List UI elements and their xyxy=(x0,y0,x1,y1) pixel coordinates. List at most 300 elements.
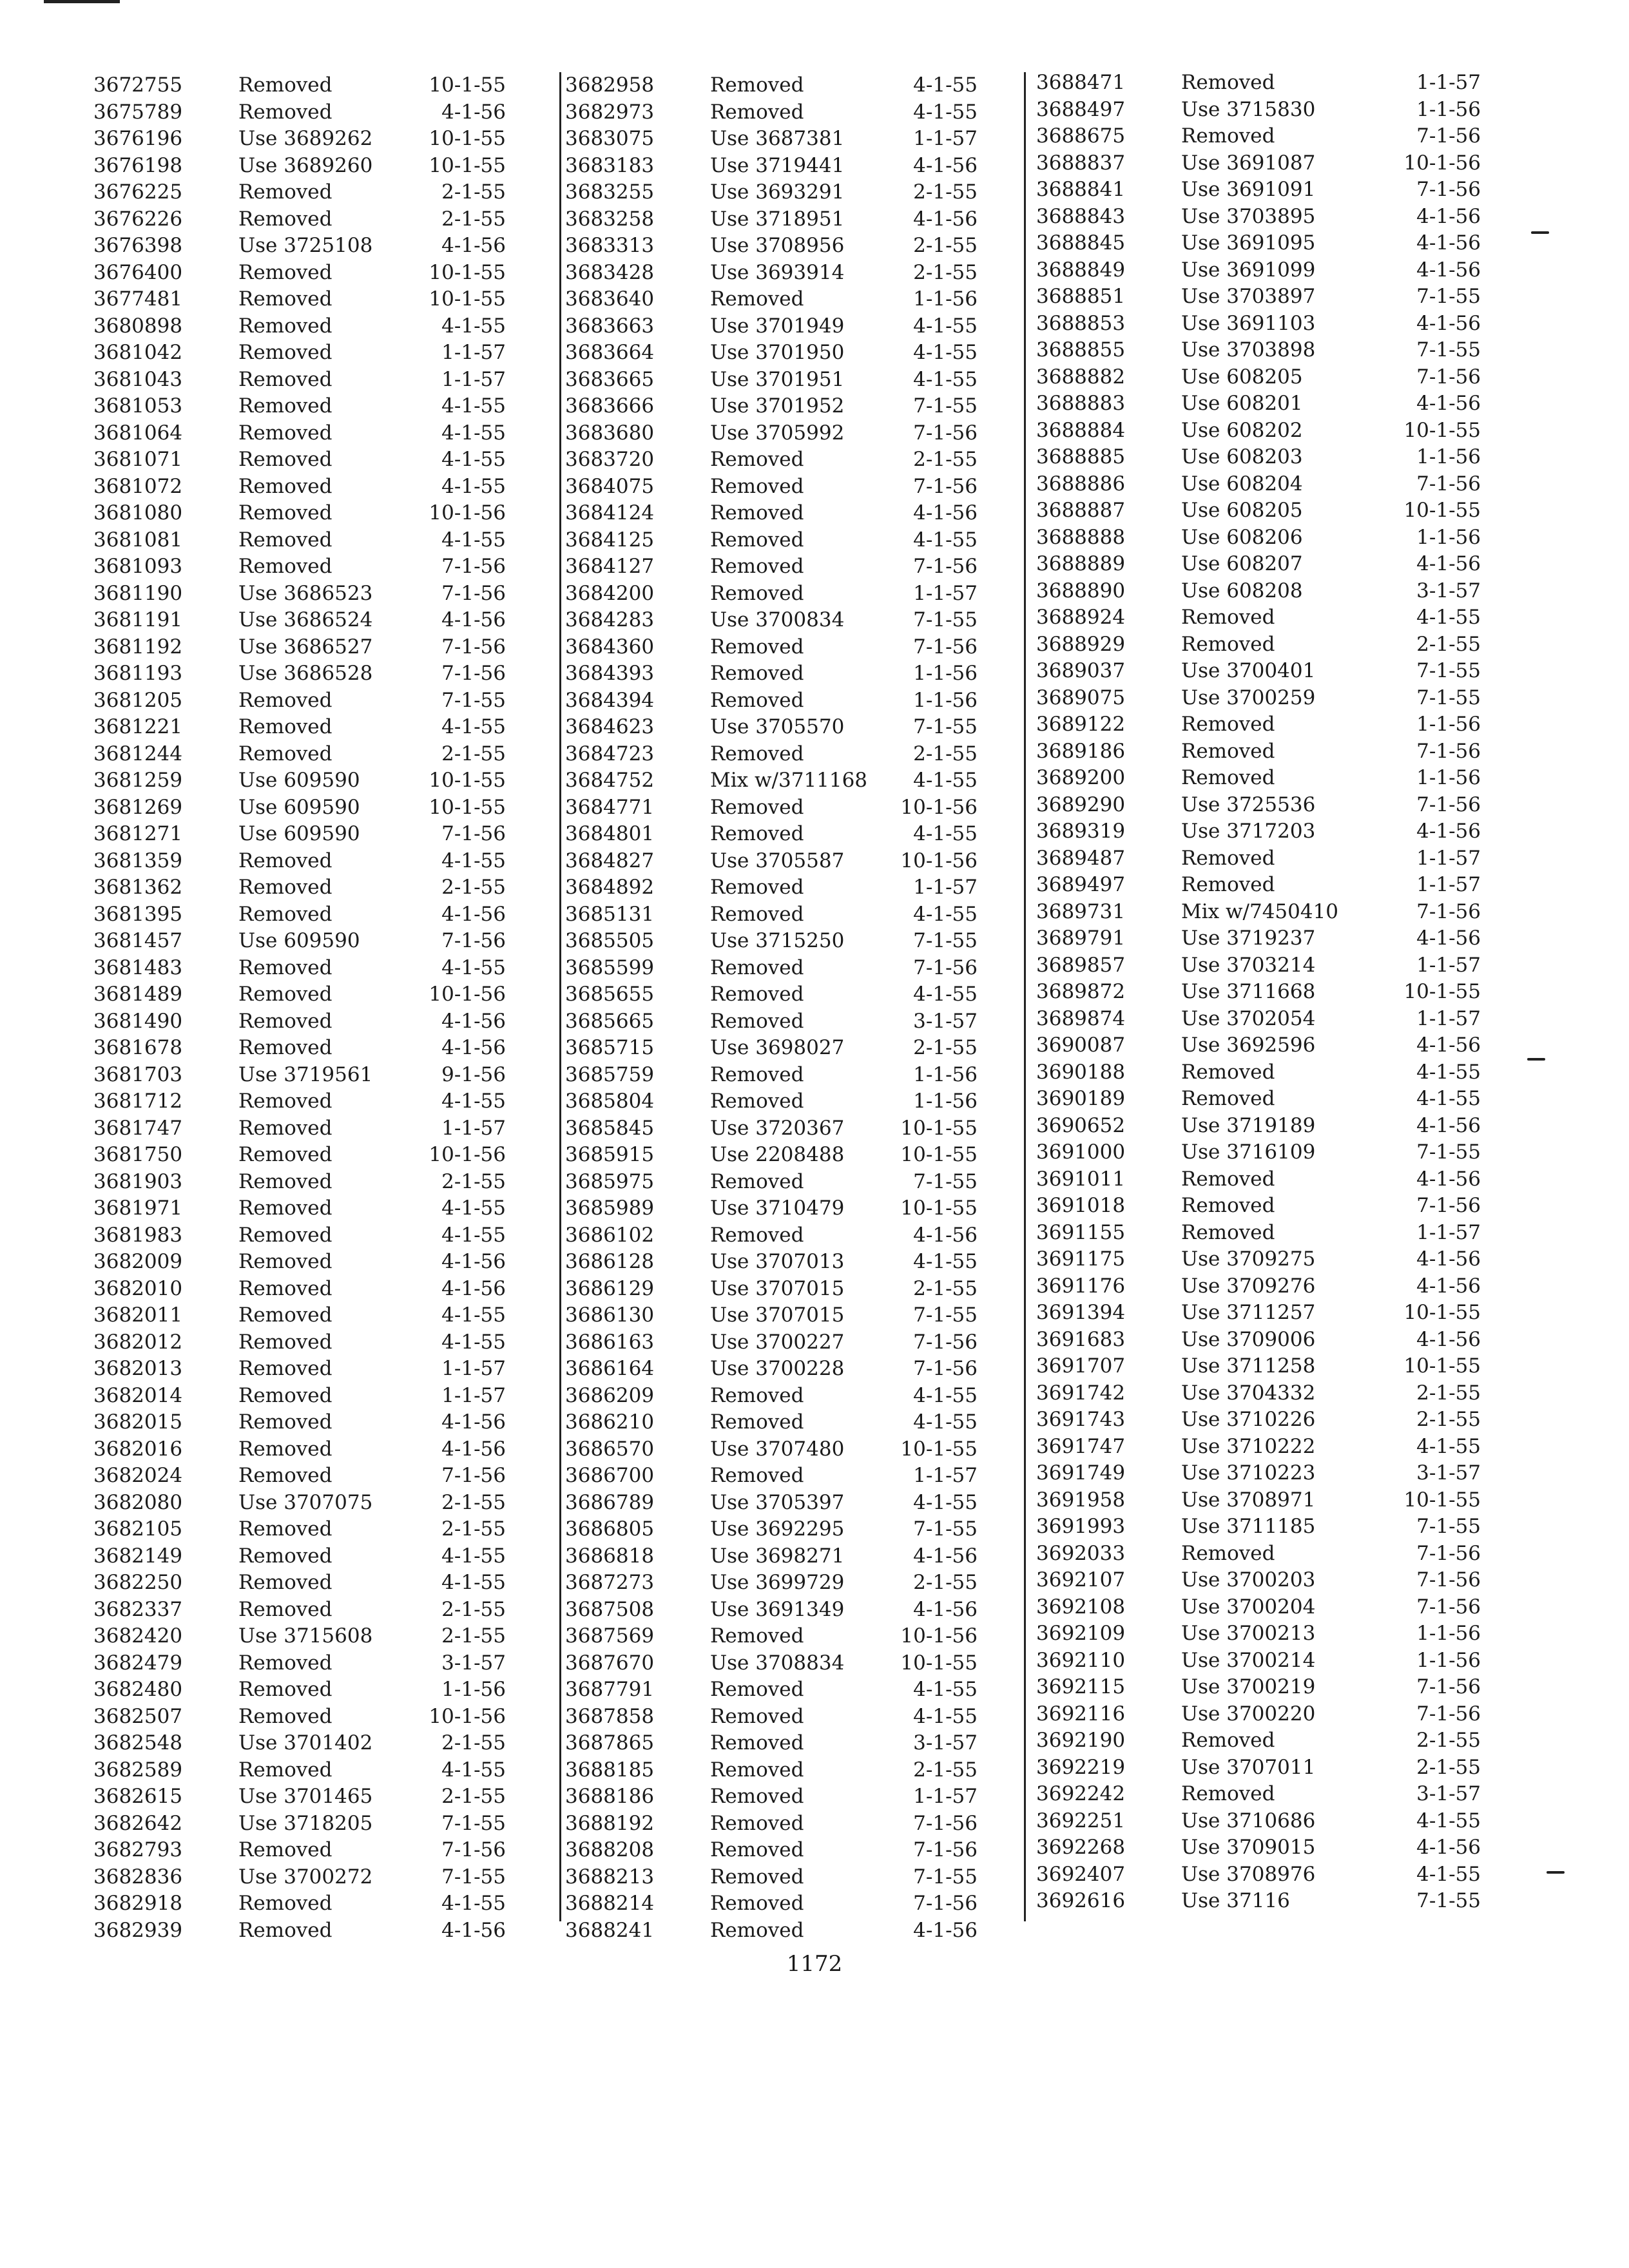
part-status: Use 3707011 xyxy=(1181,1755,1316,1779)
part-status: Removed xyxy=(1181,766,1275,789)
part-number: 3687670 xyxy=(565,1651,655,1675)
effective-date: 4-1-55 xyxy=(1416,1060,1481,1084)
list-row xyxy=(565,286,1016,313)
part-number: 3681712 xyxy=(93,1090,183,1113)
list-row xyxy=(1036,925,1487,952)
effective-date: 2-1-55 xyxy=(441,1169,506,1193)
list-row xyxy=(565,1062,1016,1089)
part-status: Use 3703895 xyxy=(1181,204,1316,228)
effective-date: 7-1-56 xyxy=(1416,124,1481,148)
part-number: 3683720 xyxy=(565,448,655,471)
list-row xyxy=(1036,1514,1487,1541)
part-number: 3692219 xyxy=(1036,1755,1126,1779)
part-number: 3689857 xyxy=(1036,953,1126,977)
part-number: 3688929 xyxy=(1036,632,1126,656)
effective-date: 4-1-56 xyxy=(1416,820,1481,843)
effective-date: 2-1-55 xyxy=(441,876,506,899)
list-row xyxy=(93,660,545,687)
part-number: 3691011 xyxy=(1036,1167,1126,1191)
part-number: 3683663 xyxy=(565,314,655,338)
part-number: 3682014 xyxy=(93,1383,183,1407)
part-status: Removed xyxy=(238,207,333,231)
effective-date: 7-1-55 xyxy=(913,608,978,631)
list-row xyxy=(93,1142,545,1169)
part-number: 3682642 xyxy=(93,1811,183,1835)
part-status: Use 3698027 xyxy=(710,1036,845,1059)
effective-date: 3-1-57 xyxy=(1416,1782,1481,1805)
list-row xyxy=(565,206,1016,233)
part-number: 3682548 xyxy=(93,1731,183,1754)
list-row xyxy=(1036,1648,1487,1675)
effective-date: 7-1-55 xyxy=(1416,1515,1481,1538)
list-row xyxy=(93,286,545,313)
list-row xyxy=(93,848,545,875)
part-number: 3691176 xyxy=(1036,1274,1126,1298)
list-row xyxy=(93,1463,545,1490)
list-row xyxy=(565,1276,1016,1303)
part-status: Use 3725108 xyxy=(238,234,373,257)
part-number: 3684360 xyxy=(565,635,655,658)
list-row xyxy=(1036,1032,1487,1059)
part-number: 3685599 xyxy=(565,956,655,979)
part-number: 3691743 xyxy=(1036,1408,1126,1431)
effective-date: 10-1-55 xyxy=(1403,499,1481,522)
part-number: 3692115 xyxy=(1036,1675,1126,1698)
effective-date: 2-1-55 xyxy=(913,180,978,204)
part-number: 3681259 xyxy=(93,769,183,792)
effective-date: 4-1-55 xyxy=(913,528,978,552)
part-number: 3686818 xyxy=(565,1544,655,1568)
effective-date: 7-1-56 xyxy=(913,1811,978,1835)
list-row xyxy=(93,1409,545,1436)
effective-date: 1-1-56 xyxy=(441,1678,506,1701)
list-row xyxy=(565,1115,1016,1142)
part-status: Use 3707015 xyxy=(710,1303,845,1327)
part-number: 3681221 xyxy=(93,715,183,738)
part-number: 3684801 xyxy=(565,822,655,845)
effective-date: 10-1-55 xyxy=(1403,1354,1481,1378)
effective-date: 1-1-57 xyxy=(1416,1220,1481,1244)
list-row xyxy=(93,1088,545,1115)
list-row xyxy=(565,1650,1016,1677)
part-number: 3686805 xyxy=(565,1517,655,1541)
part-number: 3689872 xyxy=(1036,980,1126,1003)
list-row xyxy=(565,1222,1016,1249)
part-number: 3691747 xyxy=(1036,1434,1126,1458)
effective-date: 7-1-56 xyxy=(1416,472,1481,495)
list-row xyxy=(565,1302,1016,1329)
effective-date: 7-1-56 xyxy=(1416,1541,1481,1565)
effective-date: 7-1-56 xyxy=(441,555,506,578)
effective-date: 1-1-57 xyxy=(441,1383,506,1407)
effective-date: 4-1-56 xyxy=(1416,392,1481,415)
part-status: Use 3708971 xyxy=(1181,1488,1316,1512)
list-row xyxy=(93,1597,545,1624)
list-row xyxy=(565,581,1016,608)
list-row xyxy=(93,1757,545,1784)
effective-date: 2-1-55 xyxy=(913,448,978,471)
effective-date: 4-1-55 xyxy=(441,394,506,418)
list-row xyxy=(1036,1380,1487,1407)
list-row xyxy=(1036,604,1487,631)
part-number: 3692107 xyxy=(1036,1568,1126,1591)
part-status: Removed xyxy=(238,849,333,872)
list-row xyxy=(1036,1434,1487,1461)
list-row xyxy=(93,928,545,955)
effective-date: 7-1-56 xyxy=(913,1892,978,1915)
effective-date: 1-1-57 xyxy=(441,341,506,364)
list-row xyxy=(565,72,1016,99)
effective-date: 4-1-55 xyxy=(913,983,978,1006)
part-status: Removed xyxy=(1181,873,1275,896)
effective-date: 4-1-56 xyxy=(1416,1327,1481,1351)
part-number: 3681080 xyxy=(93,501,183,524)
part-number: 3682615 xyxy=(93,1785,183,1808)
list-row xyxy=(1036,1193,1487,1220)
effective-date: 4-1-55 xyxy=(1416,1862,1481,1886)
effective-date: 4-1-56 xyxy=(441,1276,506,1300)
part-number: 3689497 xyxy=(1036,873,1126,896)
effective-date: 4-1-56 xyxy=(441,608,506,631)
part-number: 3689731 xyxy=(1036,899,1126,923)
part-number: 3686209 xyxy=(565,1383,655,1407)
effective-date: 4-1-55 xyxy=(441,314,506,338)
part-number: 3681071 xyxy=(93,448,183,471)
part-status: Removed xyxy=(710,73,804,97)
part-number: 3688885 xyxy=(1036,445,1126,468)
effective-date: 10-1-56 xyxy=(900,795,978,819)
part-status: Removed xyxy=(238,1838,333,1861)
part-status: Use 608205 xyxy=(1181,499,1303,522)
effective-date: 4-1-56 xyxy=(441,1410,506,1434)
part-status: Use 3692295 xyxy=(710,1517,845,1541)
effective-date: 4-1-55 xyxy=(913,314,978,338)
column-divider xyxy=(559,72,561,1921)
part-status: Removed xyxy=(710,287,804,311)
part-status: Use 2208488 xyxy=(710,1143,845,1166)
part-number: 3688851 xyxy=(1036,285,1126,308)
effective-date: 7-1-56 xyxy=(1416,1194,1481,1217)
list-row xyxy=(565,367,1016,394)
list-row xyxy=(1036,1620,1487,1648)
list-row xyxy=(93,874,545,901)
effective-date: 4-1-55 xyxy=(913,1250,978,1273)
list-row xyxy=(93,340,545,367)
part-number: 3691742 xyxy=(1036,1381,1126,1405)
part-status: Removed xyxy=(238,1597,333,1621)
part-status: Use 3708834 xyxy=(710,1651,845,1675)
list-row xyxy=(1036,1861,1487,1888)
effective-date: 2-1-55 xyxy=(1416,1408,1481,1431)
part-status: Use 3710222 xyxy=(1181,1434,1316,1458)
effective-date: 4-1-56 xyxy=(441,1009,506,1033)
effective-date: 1-1-57 xyxy=(1416,873,1481,896)
part-number: 3685715 xyxy=(565,1036,655,1059)
effective-date: 4-1-55 xyxy=(441,1758,506,1782)
part-status: Use 3691099 xyxy=(1181,258,1316,282)
list-row xyxy=(93,553,545,581)
list-row xyxy=(93,1490,545,1517)
list-row xyxy=(565,1142,1016,1169)
part-status: Removed xyxy=(238,1892,333,1915)
list-row xyxy=(565,1463,1016,1490)
list-row xyxy=(1036,1834,1487,1861)
part-number: 3681457 xyxy=(93,929,183,952)
part-status: Removed xyxy=(1181,1060,1275,1084)
list-row xyxy=(1036,1674,1487,1701)
part-status: Use 3709006 xyxy=(1181,1327,1316,1351)
effective-date: 1-1-57 xyxy=(913,876,978,899)
part-status: Use 3704332 xyxy=(1181,1381,1316,1405)
list-row xyxy=(565,1329,1016,1356)
effective-date: 7-1-56 xyxy=(1416,1595,1481,1619)
effective-date: 2-1-55 xyxy=(441,1490,506,1514)
effective-date: 10-1-56 xyxy=(429,1143,506,1166)
part-status: Removed xyxy=(710,1758,804,1782)
list-row xyxy=(1036,390,1487,418)
part-status: Use 3707015 xyxy=(710,1276,845,1300)
list-row xyxy=(93,821,545,848)
part-number: 3684124 xyxy=(565,501,655,524)
effective-date: 1-1-57 xyxy=(913,1464,978,1487)
effective-date: 2-1-55 xyxy=(441,207,506,231)
part-number: 3682793 xyxy=(93,1838,183,1861)
effective-date: 1-1-57 xyxy=(441,367,506,391)
part-number: 3681362 xyxy=(93,876,183,899)
part-status: Use 3707075 xyxy=(238,1490,373,1514)
effective-date: 1-1-57 xyxy=(1416,953,1481,977)
part-status: Removed xyxy=(710,662,804,685)
part-status: Removed xyxy=(710,1009,804,1033)
part-status: Use 3705992 xyxy=(710,421,845,445)
part-status: Use 3720367 xyxy=(710,1116,845,1140)
list-row xyxy=(1036,497,1487,524)
part-status: Removed xyxy=(238,1116,333,1140)
list-row xyxy=(565,1088,1016,1115)
part-number: 3682250 xyxy=(93,1571,183,1594)
part-status: Removed xyxy=(710,1785,804,1808)
part-number: 3682149 xyxy=(93,1544,183,1568)
list-row xyxy=(565,848,1016,875)
list-row xyxy=(93,634,545,661)
part-status: Use 3711258 xyxy=(1181,1354,1316,1378)
part-number: 3683680 xyxy=(565,421,655,445)
part-status: Use 3702054 xyxy=(1181,1006,1316,1030)
part-status: Removed xyxy=(238,1918,333,1942)
part-status: Use 3700259 xyxy=(1181,686,1316,709)
part-number: 3685665 xyxy=(565,1009,655,1033)
effective-date: 4-1-55 xyxy=(913,1410,978,1434)
effective-date: 4-1-55 xyxy=(913,73,978,97)
effective-date: 9-1-56 xyxy=(441,1062,506,1086)
margin-dash-mark xyxy=(1547,1871,1565,1874)
part-number: 3681750 xyxy=(93,1143,183,1166)
part-status: Use 3711185 xyxy=(1181,1515,1316,1538)
list-row xyxy=(565,393,1016,420)
part-status: Removed xyxy=(238,180,333,204)
list-row xyxy=(1036,150,1487,177)
effective-date: 7-1-55 xyxy=(441,688,506,712)
effective-date: 4-1-56 xyxy=(913,153,978,177)
list-row xyxy=(1036,1139,1487,1166)
list-row xyxy=(1036,1086,1487,1113)
effective-date: 4-1-56 xyxy=(441,1918,506,1942)
list-row xyxy=(1036,471,1487,498)
effective-date: 4-1-55 xyxy=(1416,1087,1481,1110)
part-number: 3688924 xyxy=(1036,606,1126,629)
part-number: 3681205 xyxy=(93,688,183,712)
part-status: Use 608202 xyxy=(1181,418,1303,442)
part-status: Removed xyxy=(1181,71,1275,94)
part-status: Use 3700272 xyxy=(238,1865,373,1888)
list-row xyxy=(565,794,1016,822)
part-status: Removed xyxy=(710,956,804,979)
part-number: 3682479 xyxy=(93,1651,183,1675)
part-status: Use 3689262 xyxy=(238,127,373,150)
list-row xyxy=(1036,337,1487,364)
list-row xyxy=(1036,765,1487,792)
part-number: 3686164 xyxy=(565,1357,655,1380)
column-divider xyxy=(1024,72,1026,1921)
list-row xyxy=(93,206,545,233)
effective-date: 7-1-55 xyxy=(913,1169,978,1193)
list-row xyxy=(93,260,545,287)
effective-date: 10-1-55 xyxy=(1403,418,1481,442)
part-number: 3682016 xyxy=(93,1437,183,1461)
effective-date: 2-1-55 xyxy=(441,1624,506,1648)
part-status: Removed xyxy=(1181,846,1275,870)
effective-date: 7-1-55 xyxy=(913,1517,978,1541)
part-status: Use 3705587 xyxy=(710,849,845,872)
part-number: 3690188 xyxy=(1036,1060,1126,1084)
part-number: 3682024 xyxy=(93,1464,183,1487)
list-row xyxy=(93,1356,545,1383)
list-row xyxy=(93,741,545,768)
part-status: Removed xyxy=(238,394,333,418)
part-status: Use 3701952 xyxy=(710,394,845,418)
list-row xyxy=(1036,1701,1487,1728)
list-row xyxy=(93,393,545,420)
effective-date: 4-1-55 xyxy=(441,1892,506,1915)
list-row xyxy=(565,1890,1016,1917)
effective-date: 2-1-55 xyxy=(913,742,978,765)
effective-date: 4-1-56 xyxy=(441,902,506,926)
effective-date: 4-1-55 xyxy=(913,1678,978,1701)
effective-date: 4-1-55 xyxy=(441,956,506,979)
effective-date: 7-1-56 xyxy=(913,1838,978,1861)
part-status: Removed xyxy=(238,1036,333,1059)
part-status: Removed xyxy=(238,1383,333,1407)
list-row xyxy=(1036,444,1487,471)
effective-date: 7-1-56 xyxy=(1416,365,1481,389)
part-number: 3677481 xyxy=(93,287,183,311)
part-number: 3688843 xyxy=(1036,204,1126,228)
list-row xyxy=(93,1677,545,1704)
part-number: 3688884 xyxy=(1036,418,1126,442)
effective-date: 2-1-55 xyxy=(913,234,978,257)
part-status: Removed xyxy=(238,555,333,578)
effective-date: 4-1-56 xyxy=(913,1597,978,1621)
part-status: Removed xyxy=(238,1223,333,1247)
part-number: 3688887 xyxy=(1036,499,1126,522)
part-number: 3685759 xyxy=(565,1062,655,1086)
list-row xyxy=(1036,1220,1487,1247)
margin-dash-mark xyxy=(1527,1058,1545,1061)
part-number: 3687865 xyxy=(565,1731,655,1754)
list-row xyxy=(565,1783,1016,1811)
list-row xyxy=(565,607,1016,634)
effective-date: 7-1-56 xyxy=(441,1464,506,1487)
part-status: Removed xyxy=(238,1143,333,1166)
list-row xyxy=(93,126,545,153)
part-status: Removed xyxy=(710,100,804,124)
list-row xyxy=(565,1704,1016,1731)
effective-date: 10-1-55 xyxy=(429,769,506,792)
part-number: 3684125 xyxy=(565,528,655,552)
list-row xyxy=(565,313,1016,340)
list-row xyxy=(1036,364,1487,391)
part-number: 3691394 xyxy=(1036,1301,1126,1324)
list-row xyxy=(93,581,545,608)
part-number: 3684771 xyxy=(565,795,655,819)
part-status: Use 3700204 xyxy=(1181,1595,1316,1619)
part-number: 3688888 xyxy=(1036,525,1126,549)
effective-date: 4-1-55 xyxy=(913,1383,978,1407)
part-status: Use 3709275 xyxy=(1181,1247,1316,1271)
effective-date: 10-1-55 xyxy=(900,1651,978,1675)
part-status: Removed xyxy=(1181,1782,1275,1805)
part-status: Use 3707480 xyxy=(710,1437,845,1461)
effective-date: 4-1-56 xyxy=(441,234,506,257)
list-row xyxy=(93,153,545,180)
effective-date: 1-1-56 xyxy=(1416,1622,1481,1645)
column-3 xyxy=(1036,72,1487,1941)
effective-date: 4-1-55 xyxy=(913,902,978,926)
effective-date: 4-1-56 xyxy=(913,1544,978,1568)
effective-date: 3-1-57 xyxy=(913,1009,978,1033)
column-1 xyxy=(93,72,545,1941)
list-row xyxy=(93,179,545,206)
effective-date: 10-1-55 xyxy=(429,153,506,177)
effective-date: 4-1-55 xyxy=(913,769,978,792)
effective-date: 10-1-55 xyxy=(429,73,506,97)
part-status: Removed xyxy=(710,1090,804,1113)
effective-date: 1-1-56 xyxy=(913,1090,978,1113)
list-row xyxy=(93,1917,545,1945)
effective-date: 3-1-57 xyxy=(1416,579,1481,602)
part-number: 3687508 xyxy=(565,1597,655,1621)
part-status: Use 3709276 xyxy=(1181,1274,1316,1298)
part-status: Removed xyxy=(710,1865,804,1888)
part-number: 3684127 xyxy=(565,555,655,578)
effective-date: 7-1-55 xyxy=(913,394,978,418)
part-status: Removed xyxy=(238,260,333,284)
list-row xyxy=(565,1195,1016,1222)
part-status: Use 3701950 xyxy=(710,341,845,364)
part-status: Removed xyxy=(710,1410,804,1434)
list-row xyxy=(1036,1166,1487,1193)
effective-date: 4-1-55 xyxy=(913,822,978,845)
effective-date: 1-1-56 xyxy=(913,688,978,712)
part-number: 3683428 xyxy=(565,260,655,284)
effective-date: 7-1-56 xyxy=(913,421,978,445)
part-number: 3689487 xyxy=(1036,846,1126,870)
part-number: 3688186 xyxy=(565,1785,655,1808)
part-status: Use 3700213 xyxy=(1181,1622,1316,1645)
part-status: Use 3700219 xyxy=(1181,1675,1316,1698)
part-number: 3685505 xyxy=(565,929,655,952)
part-number: 3688889 xyxy=(1036,552,1126,575)
